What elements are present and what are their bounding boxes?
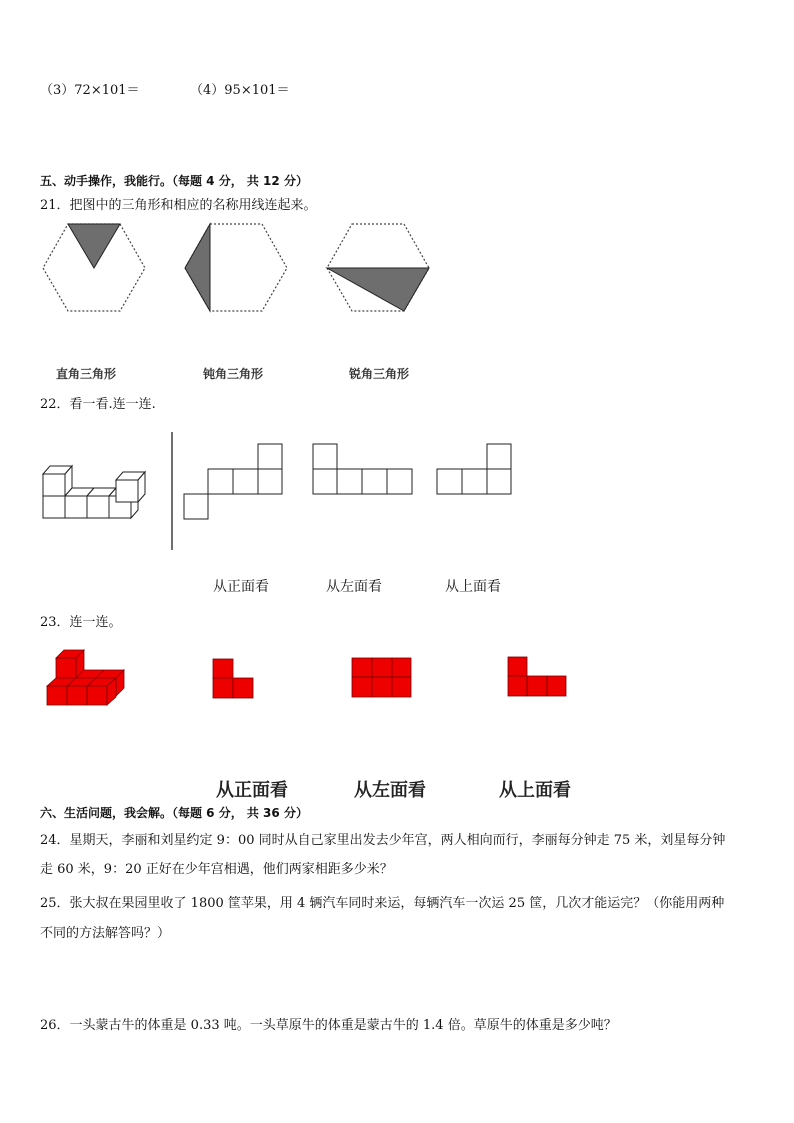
q22-view-label-left: 从左面看: [326, 579, 382, 595]
q23-view-label-left: 从左面看: [354, 780, 426, 801]
q23-view-shape-2: [352, 658, 411, 697]
question-24-line-1: 24．星期天，李丽和刘星约定 9：00 同时从自己家里出发去少年宫，两人相向而行，李丽每分钟走 75 米，刘星每分钟: [40, 833, 726, 848]
q22-view-label-top: 从上面看: [445, 579, 501, 595]
question-23-text: 23．连一连。: [40, 615, 122, 630]
q23-view-label-front: 从正面看: [216, 780, 288, 801]
question-25-line-1: 25．张大叔在果园里收了 1800 筐苹果，用 4 辆汽车同时来运，每辆汽车一次运 25 筐，几次才能运完？（你能用两种: [40, 896, 725, 911]
section-6-header: 六、生活问题，我会解。（每题 6 分， 共 36 分）: [40, 806, 308, 820]
q23-red-cube-arrangement: [47, 650, 124, 705]
triangle-name-obtuse: 钝角三角形: [203, 367, 264, 381]
q23-view-shape-1: [213, 659, 253, 698]
question-26-text: 26．一头蒙古牛的体重是 0.33 吨。一头草原牛的体重是蒙古牛的 1.4 倍。草原牛的体重是多少吨？: [40, 1018, 617, 1033]
triangle-name-acute: 锐角三角形: [349, 367, 410, 381]
question-25-line-2: 不同的方法解答吗？）: [40, 926, 171, 941]
q23-view-shape-3: [508, 657, 566, 696]
triangle-name-right: 直角三角形: [56, 367, 117, 381]
question-24-line-2: 走 60 米，9：20 正好在少年宫相遇，他们两家相距多少米？: [40, 862, 393, 877]
q22-view-label-front: 从正面看: [213, 579, 269, 595]
q23-view-label-top: 从上面看: [499, 780, 571, 801]
question-22-text: 22．看一看.连一连.: [40, 397, 156, 412]
question-21-text: 21．把图中的三角形和相应的名称用线连起来。: [40, 198, 317, 213]
calc-item-4: （4）95×101＝: [190, 83, 290, 98]
calc-item-3: （3）72×101＝: [40, 83, 140, 98]
section-5-header: 五、动手操作，我能行。（每题 4 分， 共 12 分）: [40, 174, 308, 188]
